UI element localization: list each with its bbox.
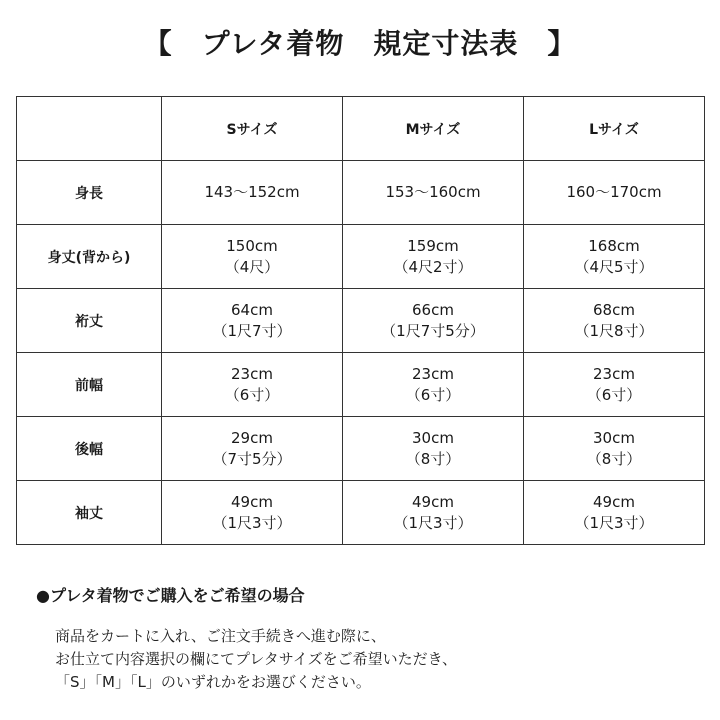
cell-value: 23cm xyxy=(231,364,273,383)
cell-value: 143〜152cm xyxy=(204,183,300,201)
table-header-row xyxy=(17,97,705,161)
size-table xyxy=(16,96,705,545)
cell-value: 68cm xyxy=(593,300,635,319)
cell-value: 49cm xyxy=(593,492,635,511)
table-cell xyxy=(524,225,705,289)
table-row xyxy=(17,289,705,353)
table-cell xyxy=(524,417,705,481)
cell-subvalue: （1尺3寸） xyxy=(393,513,473,532)
cell-subvalue: （1尺8寸） xyxy=(574,321,654,340)
cell-value: 49cm xyxy=(412,492,454,511)
note-body xyxy=(55,625,457,694)
table-row xyxy=(17,481,705,545)
cell-value: 30cm xyxy=(593,428,635,447)
cell-value: 160〜170cm xyxy=(566,183,662,201)
cell-value: 29cm xyxy=(231,428,273,447)
table-cell xyxy=(343,225,524,289)
cell-subvalue: （7寸5分） xyxy=(212,449,292,468)
note-line: お仕立て内容選択の欄にてプレタサイズをご希望いただき、 xyxy=(55,650,458,668)
table-cell xyxy=(162,481,343,545)
table-cell xyxy=(343,481,524,545)
cell-value: 153〜160cm xyxy=(385,183,481,201)
header-cell-l: Lサイズ xyxy=(524,97,705,161)
row-label-front-width: 前幅 xyxy=(17,353,162,417)
table-row xyxy=(17,161,705,225)
cell-value: 23cm xyxy=(412,364,454,383)
table-cell xyxy=(162,161,343,225)
table-cell xyxy=(524,481,705,545)
note-heading: ●プレタ着物でご購入をご希望の場合 xyxy=(36,586,305,605)
note-line: 商品をカートに入れ、ご注文手続きへ進む際に、 xyxy=(55,627,386,645)
row-label-body-length: 身丈(背から) xyxy=(17,225,162,289)
cell-value: 23cm xyxy=(593,364,635,383)
table-cell xyxy=(343,289,524,353)
cell-value: 30cm xyxy=(412,428,454,447)
cell-subvalue: （6寸） xyxy=(405,385,461,404)
table-cell xyxy=(524,289,705,353)
table-row xyxy=(17,417,705,481)
cell-value: 66cm xyxy=(412,300,454,319)
table-cell xyxy=(162,417,343,481)
table-cell xyxy=(162,353,343,417)
cell-subvalue: （4尺2寸） xyxy=(393,257,473,276)
table-row xyxy=(17,225,705,289)
table-cell xyxy=(343,417,524,481)
table-cell xyxy=(524,353,705,417)
table-cell xyxy=(162,289,343,353)
cell-value: 159cm xyxy=(407,236,459,255)
cell-subvalue: （1尺7寸） xyxy=(212,321,292,340)
table-cell xyxy=(524,161,705,225)
header-cell-m: Mサイズ xyxy=(343,97,524,161)
cell-value: 64cm xyxy=(231,300,273,319)
cell-subvalue: （8寸） xyxy=(405,449,461,468)
cell-subvalue: （8寸） xyxy=(586,449,642,468)
cell-subvalue: （1尺3寸） xyxy=(574,513,654,532)
row-label-sleeve-height: 袖丈 xyxy=(17,481,162,545)
cell-subvalue: （6寸） xyxy=(224,385,280,404)
cell-subvalue: （1尺7寸5分） xyxy=(381,321,485,340)
table-cell xyxy=(343,353,524,417)
note-line: 「S」「M」「L」のいずれかをお選びください。 xyxy=(55,673,371,691)
header-cell-s: Sサイズ xyxy=(162,97,343,161)
row-label-back-width: 後幅 xyxy=(17,417,162,481)
row-label-sleeve-length: 裄丈 xyxy=(17,289,162,353)
cell-value: 150cm xyxy=(226,236,278,255)
table-cell xyxy=(162,225,343,289)
cell-subvalue: （6寸） xyxy=(586,385,642,404)
table-cell xyxy=(343,161,524,225)
cell-value: 168cm xyxy=(588,236,640,255)
cell-subvalue: （4尺） xyxy=(224,257,280,276)
cell-subvalue: （4尺5寸） xyxy=(574,257,654,276)
table-row xyxy=(17,353,705,417)
row-label-height: 身長 xyxy=(17,161,162,225)
page-title: 【 プレタ着物 規定寸法表 】 xyxy=(143,27,577,60)
cell-value: 49cm xyxy=(231,492,273,511)
cell-subvalue: （1尺3寸） xyxy=(212,513,292,532)
header-cell-empty xyxy=(17,97,162,161)
